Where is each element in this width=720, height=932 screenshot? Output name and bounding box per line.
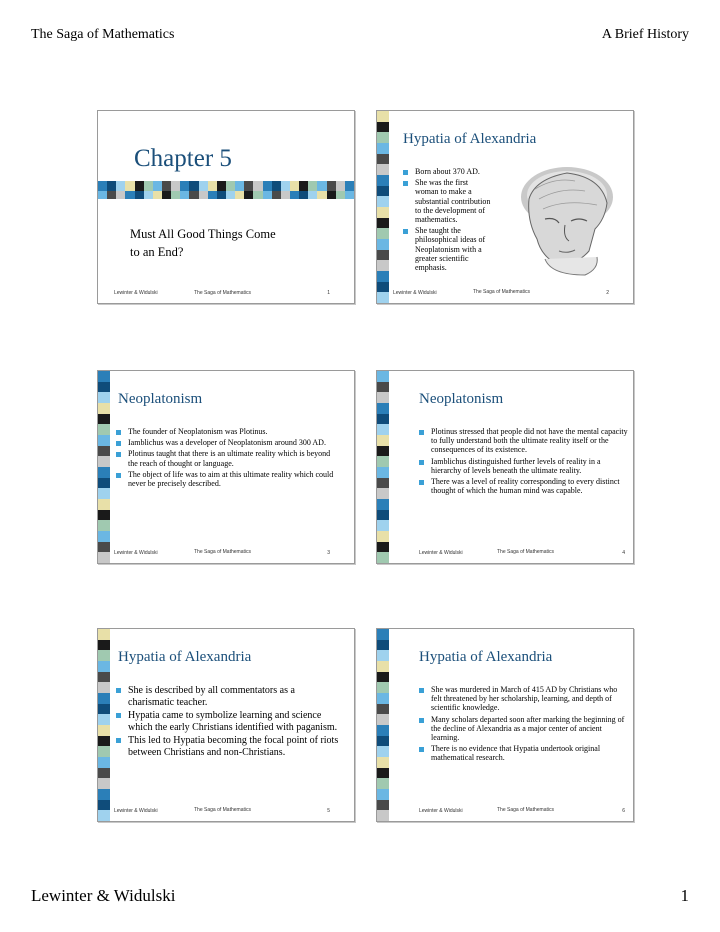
bullet-item: [116, 449, 340, 467]
stripe-block: [377, 488, 389, 499]
stripe-block: [153, 191, 162, 199]
slide-bullets: [403, 167, 493, 274]
decorative-stripe: [98, 181, 354, 191]
stripe-block: [189, 191, 198, 199]
stripe-block: [98, 371, 110, 382]
stripe-block: [98, 757, 110, 768]
stripe-block: [327, 181, 336, 191]
slide-footer-authors: Lewinter & Widulski: [393, 290, 437, 296]
slide-4: [376, 370, 634, 564]
stripe-block: [377, 282, 389, 293]
stripe-block: [98, 778, 110, 789]
stripe-block: [299, 181, 308, 191]
bullet-item: [116, 735, 342, 758]
stripe-block: [377, 736, 389, 747]
stripe-block: [308, 181, 317, 191]
stripe-block: [98, 414, 110, 425]
slide-footer-authors: Lewinter & Widulski: [419, 808, 463, 814]
stripe-block: [98, 499, 110, 510]
bullet-item: [419, 715, 629, 743]
bullet-text: Born about 370 AD.: [415, 167, 480, 176]
bullet-text: She taught the philosophical ideas of Neoplatonism with a greater scientific emphasis.: [415, 226, 486, 272]
stripe-block: [116, 191, 125, 199]
bullet-text: Plotinus taught that there is an ultimate reality which is beyond the reach of thought or language.: [128, 449, 331, 468]
stripe-block: [98, 510, 110, 521]
bullet-text: The founder of Neoplatonism was Plotinus.: [128, 427, 268, 436]
stripe-block: [336, 191, 345, 199]
stripe-block: [125, 181, 134, 191]
bullet-square-icon: [116, 713, 121, 718]
stripe-block: [98, 435, 110, 446]
stripe-block: [98, 629, 110, 640]
bullet-text: Hypatia came to symbolize learning and science which the early Christians identified with paganism.: [128, 710, 338, 733]
stripe-block: [377, 552, 389, 563]
bullet-square-icon: [419, 460, 424, 465]
stripe-block: [377, 154, 389, 165]
stripe-block: [377, 218, 389, 229]
stripe-block: [98, 714, 110, 725]
slide-footer-book: The Saga of Mathematics: [497, 807, 554, 813]
stripe-block: [135, 191, 144, 199]
stripe-block: [377, 725, 389, 736]
bullet-square-icon: [403, 181, 408, 186]
bullet-text: She was murdered in March of 415 AD by Christians who felt threatened by her scholarship, learning, and depth of scientific knowledge.: [431, 685, 618, 713]
slide-1: [97, 110, 355, 304]
slide-footer-book: The Saga of Mathematics: [473, 289, 530, 295]
stripe-block: [377, 122, 389, 133]
bullet-text: She was the first woman to make a substantial contribution to the development of mathematics.: [415, 178, 491, 224]
bullet-item: [419, 744, 629, 762]
bullet-text: The object of life was to aim at this ultimate reality which could never be precisely described.: [128, 469, 334, 488]
slide-footer-book: The Saga of Mathematics: [497, 549, 554, 555]
bullet-item: [403, 226, 493, 272]
bullet-item: [419, 457, 629, 475]
bullet-item: [116, 685, 342, 708]
stripe-block: [377, 164, 389, 175]
stripe-block: [98, 520, 110, 531]
stripe-block: [263, 191, 272, 199]
bullet-text: Plotinus stressed that people did not have the mental capacity to fully understand both the ultimate reality itself or the consequences of its existence.: [431, 427, 628, 455]
stripe-block: [107, 181, 116, 191]
bullet-item: [116, 427, 340, 436]
stripe-block: [98, 661, 110, 672]
stripe-block: [377, 629, 389, 640]
stripe-block: [98, 650, 110, 661]
stripe-block: [98, 704, 110, 715]
bullet-text: She is described by all commentators as a charismatic teacher.: [128, 685, 295, 708]
stripe-block: [377, 175, 389, 186]
stripe-block: [98, 446, 110, 457]
decorative-stripe: [377, 371, 389, 563]
stripe-block: [327, 191, 336, 199]
slide-footer-authors: Lewinter & Widulski: [114, 550, 158, 556]
stripe-block: [281, 181, 290, 191]
slide-footer-number: 6: [622, 808, 625, 814]
stripe-block: [180, 181, 189, 191]
stripe-block: [226, 191, 235, 199]
stripe-block: [377, 757, 389, 768]
stripe-block: [98, 800, 110, 811]
stripe-block: [377, 542, 389, 553]
bullet-text: There is no evidence that Hypatia undertook original mathematical research.: [431, 744, 601, 763]
slide-title: Hypatia of Alexandria: [118, 649, 252, 665]
decorative-stripe: [377, 629, 389, 821]
slide-footer-authors: Lewinter & Widulski: [419, 550, 463, 556]
stripe-block: [98, 746, 110, 757]
slide-footer-book: The Saga of Mathematics: [194, 807, 251, 813]
decorative-stripe: [377, 111, 389, 303]
stripe-block: [290, 181, 299, 191]
stripe-block: [98, 810, 110, 821]
bullet-square-icon: [419, 747, 424, 752]
stripe-block: [189, 181, 198, 191]
stripe-block: [98, 424, 110, 435]
bullet-text: Many scholars departed soon after marking the beginning of the decline of Alexandria as a major center of ancient learning.: [431, 714, 625, 742]
slide-footer-number: 1: [327, 290, 330, 296]
stripe-block: [217, 191, 226, 199]
stripe-block: [377, 693, 389, 704]
bullet-item: [419, 427, 629, 455]
stripe-block: [162, 181, 171, 191]
stripe-block: [217, 181, 226, 191]
stripe-block: [135, 181, 144, 191]
bullet-text: Iamblichus was a developer of Neoplatonism around 300 AD.: [128, 438, 326, 448]
decorative-stripe: [98, 371, 110, 563]
stripe-block: [235, 191, 244, 199]
stripe-block: [98, 382, 110, 393]
bullet-square-icon: [419, 688, 424, 693]
stripe-block: [98, 693, 110, 704]
stripe-block: [144, 191, 153, 199]
bullet-square-icon: [116, 441, 121, 446]
stripe-block: [377, 456, 389, 467]
slide-footer-authors: Lewinter & Widulski: [114, 290, 158, 296]
stripe-block: [98, 191, 107, 199]
bullet-square-icon: [419, 430, 424, 435]
stripe-block: [377, 292, 389, 303]
slide-footer-number: 3: [327, 550, 330, 556]
stripe-block: [98, 672, 110, 683]
stripe-block: [317, 181, 326, 191]
slide-bullets: [116, 685, 342, 760]
bullet-item: [116, 710, 342, 733]
stripe-block: [171, 181, 180, 191]
stripe-block: [98, 789, 110, 800]
stripe-block: [144, 181, 153, 191]
bullet-square-icon: [116, 473, 121, 478]
stripe-block: [162, 191, 171, 199]
stripe-block: [208, 181, 217, 191]
decorative-stripe: [98, 629, 110, 821]
stripe-block: [272, 191, 281, 199]
stripe-block: [377, 704, 389, 715]
stripe-block: [290, 191, 299, 199]
stripe-block: [377, 661, 389, 672]
stripe-block: [98, 725, 110, 736]
bullet-item: [419, 685, 629, 713]
stripe-block: [377, 271, 389, 282]
stripe-block: [308, 191, 317, 199]
stripe-block: [199, 181, 208, 191]
stripe-block: [377, 111, 389, 122]
stripe-block: [98, 542, 110, 553]
slide-bullets: [116, 427, 340, 490]
stripe-block: [377, 467, 389, 478]
slide-bullets: [419, 685, 629, 765]
stripe-block: [199, 191, 208, 199]
stripe-block: [98, 403, 110, 414]
bullet-item: [403, 167, 493, 176]
slide-title: Neoplatonism: [118, 391, 203, 407]
bullet-square-icon: [403, 229, 408, 234]
slide-3: [97, 370, 355, 564]
stripe-block: [98, 531, 110, 542]
slide-5: [97, 628, 355, 822]
slide-footer-number: 2: [606, 290, 609, 296]
stripe-block: [244, 191, 253, 199]
stripe-block: [98, 392, 110, 403]
stripe-block: [377, 132, 389, 143]
stripe-block: [98, 552, 110, 563]
slide-footer-number: 4: [622, 550, 625, 556]
stripe-block: [377, 531, 389, 542]
bullet-square-icon: [116, 430, 121, 435]
stripe-block: [377, 143, 389, 154]
stripe-block: [377, 478, 389, 489]
stripe-block: [377, 510, 389, 521]
stripe-block: [377, 499, 389, 510]
bullet-square-icon: [116, 688, 121, 693]
stripe-block: [377, 800, 389, 811]
stripe-block: [98, 456, 110, 467]
stripe-block: [377, 640, 389, 651]
stripe-block: [377, 196, 389, 207]
bullet-text: Iamblichus distinguished further levels of reality in a hierarchy of levels beneath the ultimate reality.: [431, 456, 601, 475]
bullet-item: [419, 477, 629, 495]
stripe-block: [98, 736, 110, 747]
stripe-block: [281, 191, 290, 199]
stripe-block: [98, 467, 110, 478]
slide-6: [376, 628, 634, 822]
slide-subtitle: Must All Good Things Come to an End?: [130, 227, 276, 259]
stripe-block: [98, 640, 110, 651]
stripe-block: [107, 191, 116, 199]
stripe-block: [226, 181, 235, 191]
bullet-text: There was a level of reality corresponding to every distinct thought of which the human mind was capable.: [431, 476, 620, 496]
bullet-square-icon: [403, 170, 408, 175]
stripe-block: [377, 382, 389, 393]
stripe-block: [317, 191, 326, 199]
slide-footer-book: The Saga of Mathematics: [194, 290, 251, 296]
stripe-block: [377, 768, 389, 779]
bullet-text: This led to Hypatia becoming the focal point of riots between Christians and non-Christians.: [128, 735, 339, 758]
stripe-block: [272, 181, 281, 191]
stripe-block: [377, 392, 389, 403]
slide-footer-book: The Saga of Mathematics: [194, 549, 251, 555]
stripe-block: [125, 191, 134, 199]
hypatia-portrait: [515, 159, 619, 277]
stripe-block: [377, 435, 389, 446]
stripe-block: [253, 181, 262, 191]
bullet-square-icon: [116, 452, 121, 457]
stripe-block: [377, 682, 389, 693]
stripe-block: [345, 181, 354, 191]
bullet-item: [116, 470, 340, 488]
stripe-block: [98, 682, 110, 693]
stripe-block: [377, 260, 389, 271]
stripe-block: [235, 181, 244, 191]
stripe-block: [377, 810, 389, 821]
stripe-block: [98, 478, 110, 489]
stripe-block: [377, 650, 389, 661]
stripe-block: [98, 768, 110, 779]
stripe-block: [171, 191, 180, 199]
stripe-block: [377, 714, 389, 725]
stripe-block: [263, 181, 272, 191]
slide-2: [376, 110, 634, 304]
slide-title: Hypatia of Alexandria: [403, 131, 537, 147]
stripe-block: [98, 181, 107, 191]
stripe-block: [377, 250, 389, 261]
stripe-block: [377, 778, 389, 789]
stripe-block: [253, 191, 262, 199]
stripe-block: [377, 371, 389, 382]
slide-title: Chapter 5: [134, 145, 232, 172]
bullet-square-icon: [116, 738, 121, 743]
stripe-block: [208, 191, 217, 199]
stripe-block: [377, 414, 389, 425]
bullet-square-icon: [419, 480, 424, 485]
stripe-block: [345, 191, 354, 199]
stripe-block: [98, 488, 110, 499]
slide-footer-number: 5: [327, 808, 330, 814]
slide-title: Neoplatonism: [419, 391, 504, 407]
stripe-block: [377, 186, 389, 197]
stripe-block: [180, 191, 189, 199]
stripe-block: [299, 191, 308, 199]
page-footer-authors: Lewinter & Widulski: [31, 886, 176, 905]
bullet-square-icon: [419, 718, 424, 723]
stripe-block: [377, 239, 389, 250]
stripe-block: [377, 207, 389, 218]
stripe-block: [377, 403, 389, 414]
stripe-block: [116, 181, 125, 191]
stripe-block: [244, 181, 253, 191]
decorative-stripe: [98, 191, 354, 199]
slide-bullets: [419, 427, 629, 497]
stripe-block: [377, 746, 389, 757]
stripe-block: [377, 672, 389, 683]
stripe-block: [377, 446, 389, 457]
bullet-item: [116, 438, 340, 447]
stripe-block: [377, 424, 389, 435]
bullet-item: [403, 178, 493, 224]
page-number: 1: [680, 886, 689, 905]
stripe-block: [153, 181, 162, 191]
stripe-block: [377, 228, 389, 239]
stripe-block: [377, 520, 389, 531]
page-header-title: The Saga of Mathematics: [31, 27, 175, 42]
slide-footer-authors: Lewinter & Widulski: [114, 808, 158, 814]
stripe-block: [377, 789, 389, 800]
slide-title: Hypatia of Alexandria: [419, 649, 553, 665]
stripe-block: [336, 181, 345, 191]
page-header-subtitle: A Brief History: [601, 27, 689, 42]
